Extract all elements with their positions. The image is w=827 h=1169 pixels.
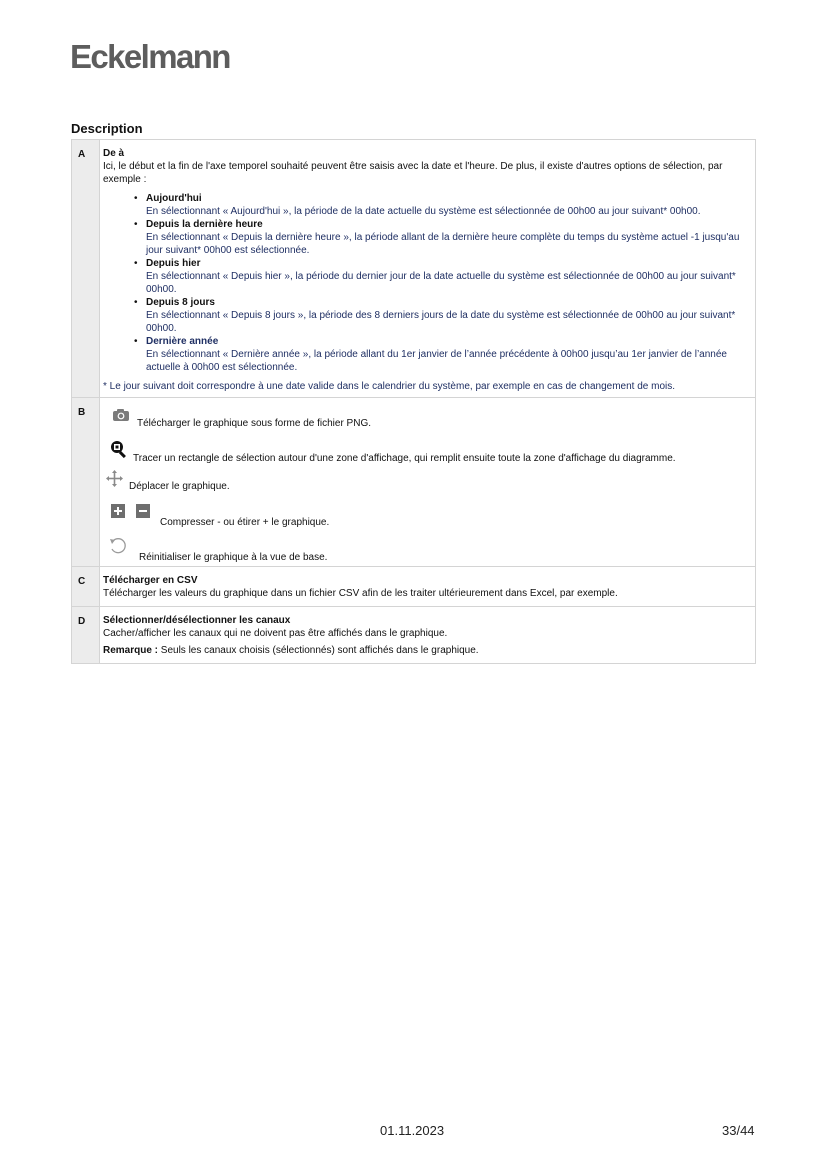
note-label: Remarque : bbox=[103, 645, 159, 656]
zoom-select-icon[interactable] bbox=[110, 440, 128, 462]
list-item bbox=[146, 335, 752, 374]
plus-icon[interactable] bbox=[111, 504, 125, 522]
tool-zoom-text: Tracer un rectangle de sélection autour d'une zone d'affichage, qui remplit ensuite toute la zone d'affichage du diagramme. bbox=[133, 453, 676, 464]
option-text: En sélectionnant « Dernière année », la période allant du 1er janvier de l’année précédente à 00h00 jusqu’au 1er janvier de l’année actuelle à 00h00 est sélectionnée. bbox=[146, 349, 727, 373]
company-logo: Eckelmann bbox=[70, 38, 230, 75]
row-c-text: Télécharger les valeurs du graphique dans un fichier CSV afin de les traiter ultérieurement dans Excel, par exemple. bbox=[103, 588, 618, 599]
note-text: Seuls les canaux choisis (sélectionnés) sont affichés dans le graphique. bbox=[158, 645, 479, 656]
table-row-a bbox=[72, 140, 756, 398]
option-title: • Dernière année bbox=[146, 336, 219, 347]
option-list bbox=[103, 192, 752, 374]
row-a-footnote: * Le jour suivant doit correspondre à une date valide dans le calendrier du système, par exemple en cas de changement de mois. bbox=[103, 381, 676, 392]
row-body-c bbox=[100, 567, 756, 607]
table-row-d bbox=[72, 607, 756, 664]
tool-reset-text: Réinitialiser le graphique à la vue de base. bbox=[139, 552, 328, 563]
list-item bbox=[146, 192, 752, 218]
page-number: 33/44 bbox=[722, 1123, 755, 1138]
row-d-note bbox=[103, 644, 752, 657]
row-body-d bbox=[100, 607, 756, 664]
row-d-title: Sélectionner/désélectionner les canaux bbox=[103, 615, 291, 626]
option-title: • Aujourd'hui bbox=[146, 193, 202, 204]
option-text: En sélectionnant « Depuis hier », la période du dernier jour de la date actuelle du système est sélectionnée de 00h00 au jour suivant* 00h00. bbox=[146, 271, 736, 295]
section-title: Description bbox=[71, 121, 143, 136]
tool-pan-text: Déplacer le graphique. bbox=[129, 481, 230, 492]
row-c-title: Télécharger en CSV bbox=[103, 575, 198, 586]
list-item bbox=[146, 218, 752, 257]
row-body-a bbox=[100, 140, 756, 398]
option-title: • Depuis hier bbox=[146, 258, 201, 269]
row-a-title: De à bbox=[103, 148, 125, 159]
tool-camera-text: Télécharger le graphique sous forme de fichier PNG. bbox=[137, 418, 372, 429]
row-key-d: D bbox=[72, 607, 100, 664]
list-item bbox=[146, 257, 752, 296]
list-item bbox=[146, 296, 752, 335]
minus-icon[interactable] bbox=[136, 504, 150, 522]
row-key-b: B bbox=[72, 398, 100, 567]
option-text: En sélectionnant « Depuis la dernière heure », la période allant de la dernière heure complète du temps du système actuel -1 jusqu'au jour suivant* 00h00 est sélectionnée. bbox=[146, 232, 740, 256]
tool-scale-text: Compresser - ou étirer + le graphique. bbox=[160, 517, 330, 528]
row-key-c: C bbox=[72, 567, 100, 607]
option-text: En sélectionnant « Aujourd'hui », la période de la date actuelle du système est sélectionnée de 00h00 au jour suivant* 00h00. bbox=[146, 206, 701, 217]
option-title: • Depuis la dernière heure bbox=[146, 219, 263, 230]
row-a-intro: Ici, le début et la fin de l'axe temporel souhaité peuvent être saisis avec la date et l'heure. De plus, il existe d'autres options de sélection, par exemple : bbox=[103, 161, 723, 185]
row-body-b bbox=[100, 398, 756, 567]
description-table bbox=[71, 139, 756, 664]
camera-icon[interactable] bbox=[112, 408, 130, 426]
row-key-a: A bbox=[72, 140, 100, 398]
move-arrows-icon[interactable] bbox=[106, 470, 123, 491]
row-d-text: Cacher/afficher les canaux qui ne doivent pas être affichés dans le graphique. bbox=[103, 628, 448, 639]
table-row-c bbox=[72, 567, 756, 607]
option-text: En sélectionnant « Depuis 8 jours », la période des 8 derniers jours de la date du système est sélectionnée de 00h00 au jour suivant* 00h00. bbox=[146, 310, 736, 334]
reset-icon[interactable] bbox=[109, 537, 127, 559]
table-row-b bbox=[72, 398, 756, 567]
option-title: • Depuis 8 jours bbox=[146, 297, 215, 308]
footer-date: 01.11.2023 bbox=[380, 1123, 445, 1138]
